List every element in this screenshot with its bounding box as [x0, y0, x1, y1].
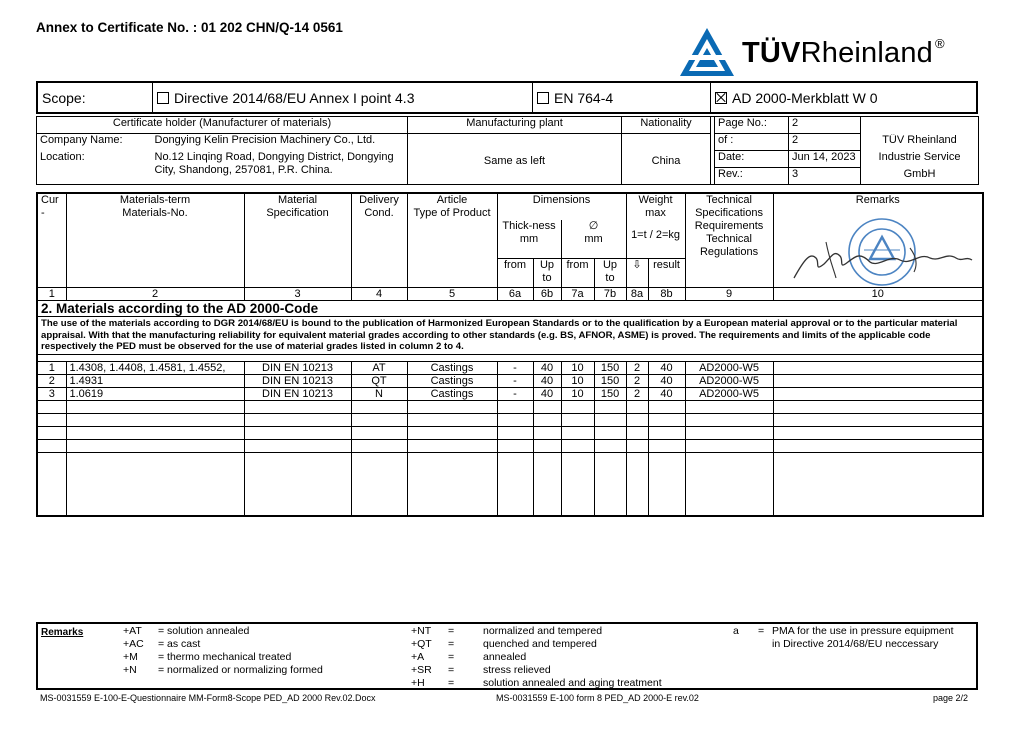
logo-wordmark: TÜVRheinland ® — [742, 36, 945, 69]
remark-code: a — [733, 625, 739, 637]
remark-eq: = — [448, 638, 455, 650]
col-number: 1 — [37, 288, 66, 301]
col-number: 4 — [351, 288, 407, 301]
col-article-header: Article Type of Product — [407, 193, 497, 288]
down-arrow-icon: ⇩ — [626, 259, 648, 288]
empty-row — [37, 439, 983, 452]
remark-code: +M — [123, 651, 138, 663]
date-label: Date: — [715, 151, 789, 168]
col-weight-header: Weight max 1=t / 2=kg — [626, 193, 685, 259]
org-line1: TÜV Rheinland — [861, 134, 979, 151]
plant-value: Same as left — [408, 134, 622, 185]
org-line2: Industrie Service — [861, 151, 979, 168]
remark-text: annealed — [483, 651, 527, 663]
page-value: 2 — [789, 117, 861, 134]
col-spec-header: Material Specification — [244, 193, 351, 288]
remark-text: = solution annealed — [158, 625, 250, 637]
remark-text: = normalized or normalizing formed — [158, 664, 323, 676]
section-note: The use of the materials according to DGR 2014/68/EU is bound to the publication of Harmonized European Standards or to the qualification by a European material approval or to the particular material appraisal. With that the manufacturing reliability for equivalent material grades according to other standards (e.g. BS, AFNOR, ASME) is proved. The requirements and limits of the applicable code respectively the PED must be observed for the use of material grades listed in column 2 to 4. — [37, 317, 983, 355]
remark-text: quenched and tempered — [483, 638, 597, 650]
tuv-logo — [678, 26, 978, 78]
col-number: 2 — [66, 288, 244, 301]
of-value: 2 — [789, 134, 861, 151]
empty-row — [37, 400, 983, 413]
col-number: 7a — [561, 288, 594, 301]
checkbox-unchecked-icon[interactable] — [157, 92, 169, 104]
scope-option-en764[interactable]: EN 764-4 — [533, 83, 711, 112]
remarks-title: Remarks — [41, 627, 84, 638]
diameter-header: ∅ mm — [561, 220, 626, 259]
col-number: 8a — [626, 288, 648, 301]
footer-left: MS-0031559 E-100-E-Questionnaire MM-Form8-Scope PED_AD 2000 Rev.02.Docx — [40, 693, 376, 703]
location-value: No.12 Linqing Road, Dongying District, Dongying City, Shandong, 257081, P.R. China. — [152, 151, 408, 185]
dia-upto: Up to — [594, 259, 626, 288]
remark-text: in Directive 2014/68/EU neccessary — [772, 638, 939, 650]
tuv-triangle-icon — [678, 26, 736, 78]
col-technical-header: Technical Specifications Requirements Technical Regulations — [685, 193, 773, 288]
weight-result: result — [648, 259, 685, 288]
table-row: 1 1.4308, 1.4408, 1.4581, 1.4552, DIN EN 10213 AT Castings - 40 10 150 2 40 AD2000-W5 — [37, 361, 983, 374]
section-title: 2. Materials according to the AD 2000-Code — [37, 301, 983, 317]
col-number: 5 — [407, 288, 497, 301]
remark-text: stress relieved — [483, 664, 551, 676]
annex-title: Annex to Certificate No. : 01 202 CHN/Q-14 0561 — [36, 20, 343, 35]
col-number: 8b — [648, 288, 685, 301]
nationality-header: Nationality — [622, 117, 711, 134]
col-number: 3 — [244, 288, 351, 301]
col-materials-header: Materials-term Materials-No. — [66, 193, 244, 288]
date-value: Jun 14, 2023 — [789, 151, 861, 168]
nationality-value: China — [622, 134, 711, 185]
table-row: 2 1.4931 DIN EN 10213 QT Castings - 40 10 150 2 40 AD2000-W5 — [37, 374, 983, 387]
empty-row — [37, 413, 983, 426]
holder-header: Certificate holder (Manufacturer of materials) — [37, 117, 408, 134]
remark-code: +NT — [411, 625, 432, 637]
remark-text: PMA for the use in pressure equipment — [772, 625, 954, 637]
remark-eq: = — [448, 664, 455, 676]
remark-code: +AC — [123, 638, 144, 650]
remark-text: = as cast — [158, 638, 201, 650]
location-label: Location: — [37, 151, 152, 185]
remark-text: normalized and tempered — [483, 625, 603, 637]
table-row: 3 1.0619 DIN EN 10213 N Castings - 40 10 150 2 40 AD2000-W5 — [37, 387, 983, 400]
rev-value: 3 — [789, 168, 861, 185]
dia-from: from — [561, 259, 594, 288]
remark-code: +N — [123, 664, 137, 676]
remark-eq: = — [448, 677, 455, 689]
col-number: 6a — [497, 288, 533, 301]
remark-eq: = — [758, 625, 765, 637]
spacer-row — [37, 354, 983, 361]
scope-row — [36, 81, 978, 114]
remark-code: +SR — [411, 664, 432, 676]
certificate-holder-table — [36, 116, 979, 185]
remark-text: solution annealed and aging treatment — [483, 677, 662, 689]
scope-option-directive[interactable]: Directive 2014/68/EU Annex I point 4.3 — [153, 83, 533, 112]
thick-upto: Up to — [533, 259, 561, 288]
of-label: of : — [715, 134, 789, 151]
tuv-stamp-signature — [790, 212, 976, 288]
col-number: 6b — [533, 288, 561, 301]
checkbox-unchecked-icon[interactable] — [537, 92, 549, 104]
rev-label: Rev.: — [715, 168, 789, 185]
remark-code: +AT — [123, 625, 142, 637]
remarks-box — [36, 622, 978, 690]
scope-option-ad2000[interactable]: AD 2000-Merkblatt W 0 — [711, 83, 976, 112]
plant-header: Manufacturing plant — [408, 117, 622, 134]
remark-code: +H — [411, 677, 425, 689]
empty-row — [37, 426, 983, 439]
page-label: Page No.: — [715, 117, 789, 134]
footer-page: page 2/2 — [933, 693, 969, 703]
company-label: Company Name: — [37, 134, 152, 151]
col-remarks-header: Remarks — [773, 193, 983, 288]
col-number: 9 — [685, 288, 773, 301]
remark-text: = thermo mechanical treated — [158, 651, 292, 663]
col-dimensions-header: Dimensions — [497, 193, 626, 220]
company-value: Dongying Kelin Precision Machinery Co., Ltd. — [152, 134, 408, 151]
org-line3: GmbH — [861, 168, 979, 185]
footer-mid: MS-0031559 E-100 form 8 PED_AD 2000-E rev.02 — [496, 693, 699, 703]
empty-row — [37, 452, 983, 516]
remark-eq: = — [448, 651, 455, 663]
remark-code: +A — [411, 651, 425, 663]
col-delivery-header: Delivery Cond. — [351, 193, 407, 288]
remark-code: +QT — [411, 638, 432, 650]
col-number: 7b — [594, 288, 626, 301]
col-number: 10 — [773, 288, 983, 301]
col-cur-header: Cur - — [37, 193, 66, 288]
checkbox-checked-icon[interactable] — [715, 92, 727, 104]
thickness-header: Thick-ness mm — [497, 220, 561, 259]
thick-from: from — [497, 259, 533, 288]
scope-label: Scope: — [38, 83, 153, 112]
remark-eq: = — [448, 625, 455, 637]
